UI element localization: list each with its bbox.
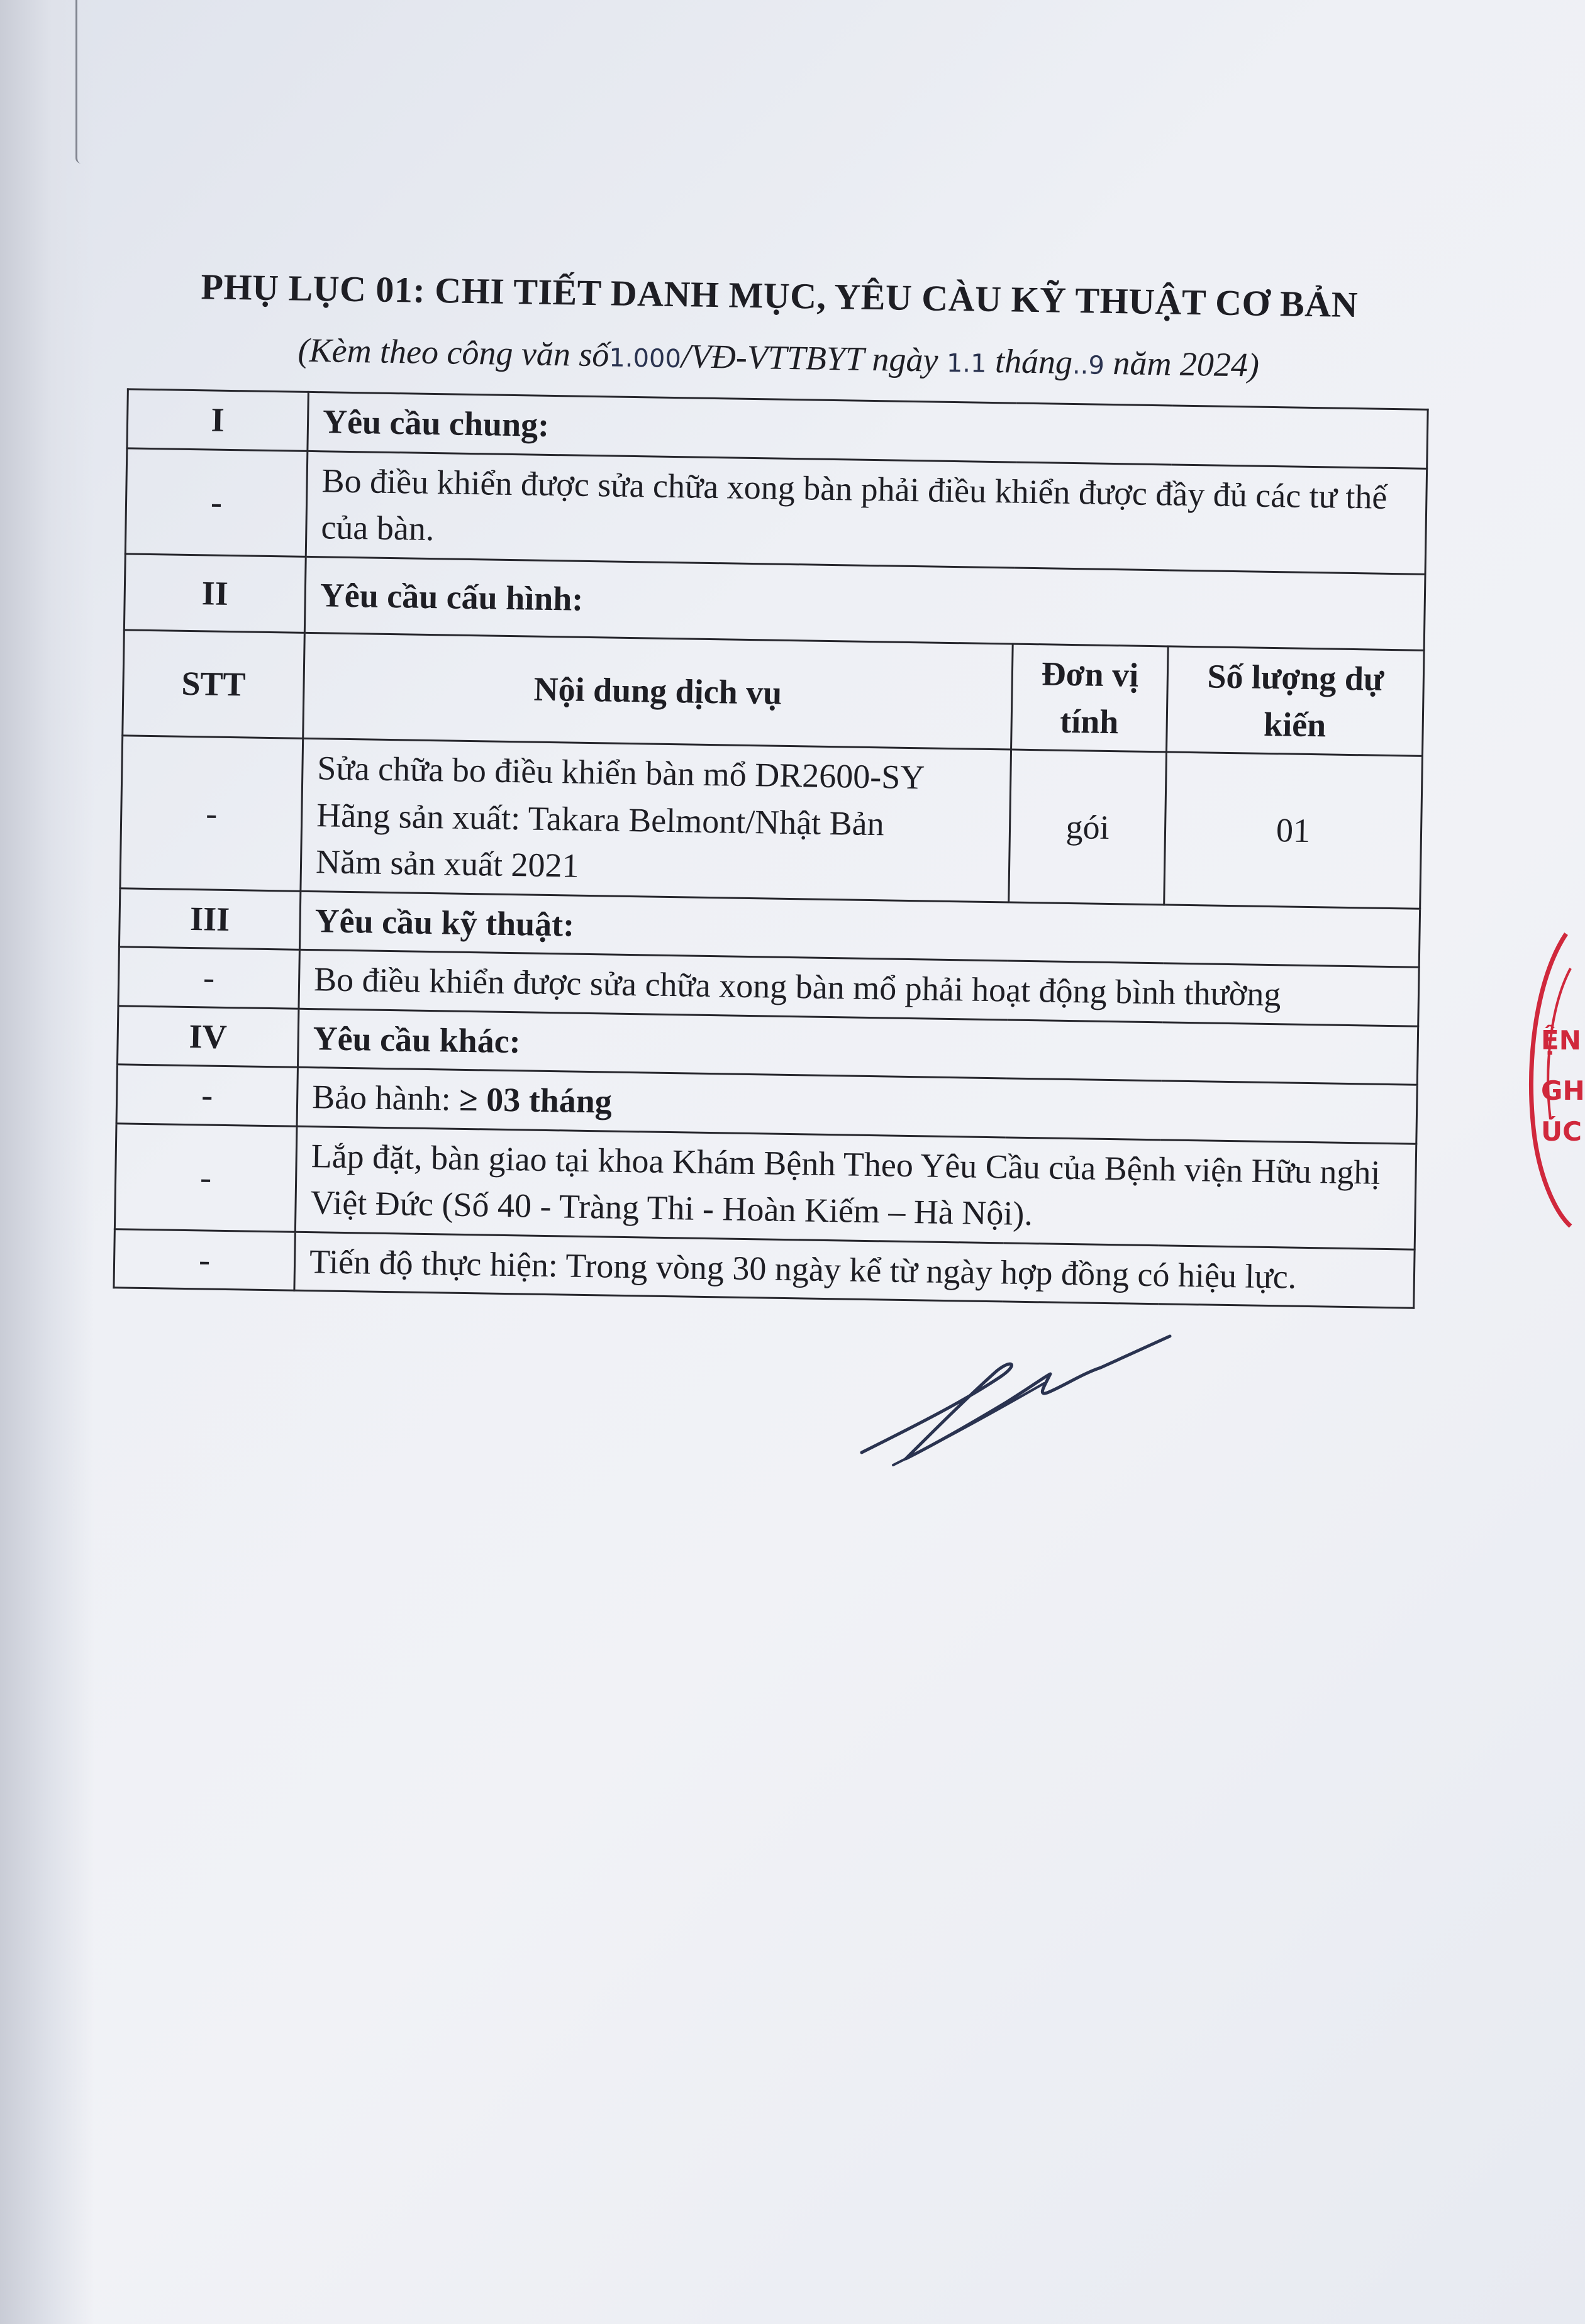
table-row xyxy=(114,1123,1416,1249)
service-line: Sửa chữa bo điều khiển bàn mổ DR2600-SY xyxy=(316,749,925,797)
section-heading: Yêu cầu chung: xyxy=(308,392,1428,468)
row-bullet: - xyxy=(116,1065,298,1126)
section-number: III xyxy=(119,888,300,949)
row-bullet: - xyxy=(120,736,303,891)
section-heading: Yêu cầu cấu hình: xyxy=(304,556,1425,650)
stamp-fragment: ÚC xyxy=(1541,1116,1582,1147)
handwritten-doc-number: 1.000 xyxy=(609,343,682,374)
requirement-text: Bo điều khiển được sửa chữa xong bàn mổ phải hoạt động bình thường xyxy=(299,949,1419,1026)
handwritten-signature xyxy=(855,1308,1182,1471)
page-fold-shadow xyxy=(0,0,94,2324)
section-number: IV xyxy=(118,1005,299,1067)
quantity-value: 01 xyxy=(1164,752,1423,909)
subtitle-part-b: /VĐ-VTTBYT ngày xyxy=(681,337,938,379)
section-heading: Yêu cầu kỹ thuật: xyxy=(299,891,1420,967)
requirement-text: Bo điều khiển được sửa chữa xong bàn phải điều khiển được đầy đủ các tư thế của bàn. xyxy=(306,451,1426,574)
subtitle-part-d: năm 2024) xyxy=(1104,343,1260,384)
handwritten-day: 1.1 xyxy=(946,348,987,379)
installation-text: Lắp đặt, bàn giao tại khoa Khám Bệnh Theo Yêu Cầu của Bệnh viện Hữu nghị Việt Đức (Số 40 - Tràng Thi - Hoàn Kiếm – Hà Nội). xyxy=(295,1126,1416,1249)
subtitle-part-a: (Kèm theo công văn số xyxy=(298,331,609,374)
section-number: II xyxy=(124,553,306,633)
year-line: Năm sản xuất 2021 xyxy=(315,843,579,885)
header-quantity: Số lượng dự kiến xyxy=(1167,646,1425,756)
progress-text: Tiến độ thực hiện: Trong vòng 30 ngày kể từ ngày hợp đồng có hiệu lực. xyxy=(294,1232,1415,1308)
subtitle-part-c: tháng xyxy=(986,341,1073,381)
section-heading: Yêu cầu khác: xyxy=(298,1009,1418,1085)
warranty-label: Bảo hành: xyxy=(311,1078,460,1118)
section-number: I xyxy=(127,389,308,451)
header-unit: Đơn vị tính xyxy=(1011,644,1169,752)
handwritten-month: ..9 xyxy=(1072,350,1105,380)
header-stt: STT xyxy=(123,630,305,739)
row-bullet: - xyxy=(118,947,299,1009)
table-row xyxy=(125,448,1426,573)
page-edge-curl xyxy=(75,0,81,163)
table-header-row xyxy=(123,630,1424,756)
manufacturer-line: Hãng sản xuất: Takara Belmont/Nhật Bản xyxy=(316,795,885,843)
row-bullet: - xyxy=(125,448,308,556)
unit-value: gói xyxy=(1009,750,1167,904)
row-bullet: - xyxy=(114,1123,297,1232)
stamp-fragment: GH xyxy=(1541,1075,1585,1106)
document-body xyxy=(97,264,1446,1309)
stamp-fragment: ỆN xyxy=(1541,1025,1581,1056)
service-description xyxy=(301,738,1011,902)
row-bullet: - xyxy=(114,1229,295,1290)
table-row xyxy=(120,736,1423,909)
document-subtitle xyxy=(111,328,1445,387)
document-title: PHỤ LỤC 01: CHI TIẾT DANH MỤC, YÊU CÀU KỸ THUẬT CƠ BẢN xyxy=(201,266,1359,326)
warranty-value: ≥ 03 tháng xyxy=(459,1080,613,1120)
header-content: Nội dung dịch vụ xyxy=(303,633,1013,750)
requirements-table xyxy=(113,388,1428,1309)
